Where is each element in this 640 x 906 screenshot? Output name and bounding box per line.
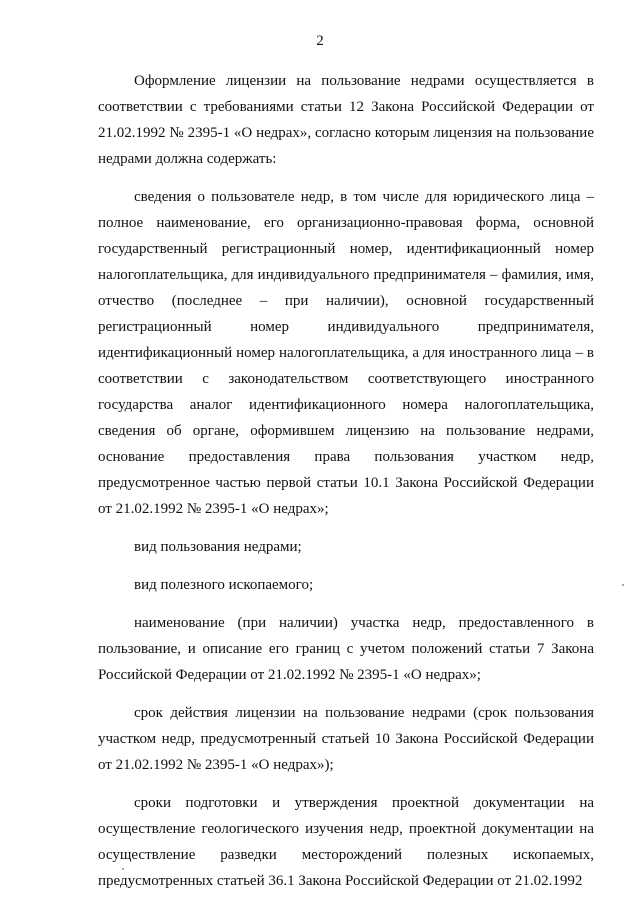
document-body — [98, 68, 594, 906]
paragraph-site-name: наименование (при наличии) участка недр, предоставленного в пользование, и описание его границ с учетом положений статьи 7 Закона Российской Федерации от 21.02.1992 № 2395-1 «О недрах»; — [98, 615, 594, 683]
scan-artifact — [622, 584, 624, 586]
paragraph-license-term: срок действия лицензии на пользование недрами (срок пользования участком недр, предусмотренный статьей 10 Закона Российской Федерации от 21.02.1992 № 2395-1 «О недрах»); — [98, 705, 594, 773]
paragraph-documentation-terms: сроки подготовки и утверждения проектной документации на осуществление геологического изучения недр, проектной документации на осуществление разведки месторождений полезных ископаемых, предусмотренных статьей 36.1 Закона Российской Федерации от 21.02.1992 — [98, 795, 594, 889]
scan-artifact — [122, 868, 124, 870]
paragraph-intro: Оформление лицензии на пользование недрами осуществляется в соответствии с требованиями статьи 12 Закона Российской Федерации от 21.02.1992 № 2395-1 «О недрах», согласно которым лицензия на пользование недрами должна содержать: — [98, 73, 594, 167]
paragraph-use-type: вид пользования недрами; — [134, 539, 302, 555]
paragraph-mineral-type: вид полезного ископаемого; — [134, 577, 314, 593]
page-number: 2 — [316, 33, 324, 49]
paragraph-user-info: сведения о пользователе недр, в том числе для юридического лица – полное наименование, его организационно-правовая форма, основной государственный регистрационный номер, идентификационный номер налогоплательщика, для индивидуального предпринимателя – фамилия, имя, отчество (последнее – при наличии), основной государственный регистрационный номер индивидуального предпринимателя, идентификационный номер налогоплательщика, а для иностранного лица – в соответствии с законодательством соответствующего иностранного государства аналог идентификационного номера налогоплательщика, сведения об органе, оформившем лицензию на пользование недрами, основание предоставления права пользования участком недр, предусмотренное частью первой статьи 10.1 Закона Российской Федерации от 21.02.1992 № 2395-1 «О недрах»; — [98, 189, 594, 517]
